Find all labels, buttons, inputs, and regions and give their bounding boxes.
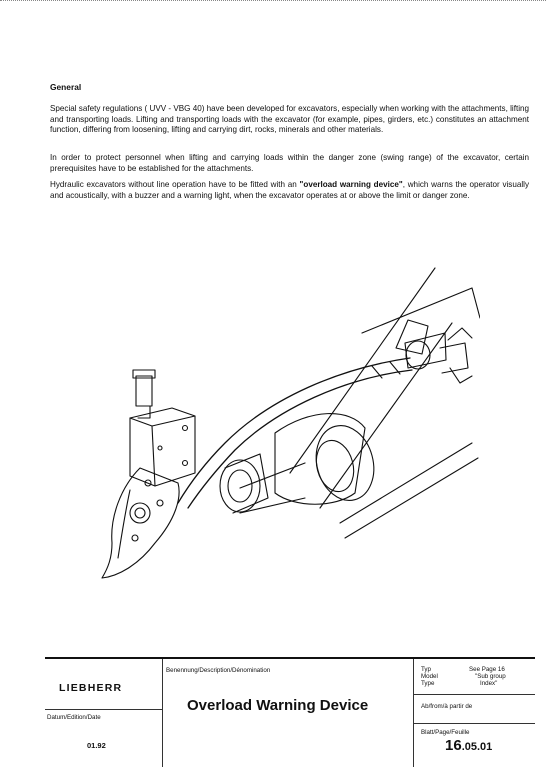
- top-border: [0, 0, 546, 1]
- date-label: Datum/Edition/Date: [47, 714, 101, 721]
- device-name-bold: "overload warning device": [299, 180, 403, 189]
- page-number-major: 16: [445, 737, 462, 754]
- type-value-line: Index": [480, 680, 498, 687]
- edition-value: 01.92: [87, 741, 106, 750]
- section-heading: General: [50, 82, 82, 92]
- page-label: Blatt/Page/Feuille: [421, 729, 470, 736]
- page-number: [445, 737, 492, 755]
- paragraph-warning-device: [50, 180, 529, 201]
- divider: [413, 694, 535, 695]
- liebherr-logo: LIEBHERR: [59, 682, 123, 694]
- type-label-model: Model: [421, 673, 438, 680]
- divider: [45, 709, 162, 710]
- paragraph-text: Hydraulic excavators without line operation have to be fitted with an: [50, 180, 300, 189]
- designation-label: Benennung/Description/Dénomination: [166, 667, 271, 674]
- type-value-line: "Sub group: [475, 673, 506, 680]
- title-block: [45, 657, 535, 767]
- divider: [413, 659, 414, 767]
- type-label-typ: Typ: [421, 666, 431, 673]
- type-label-type: Type: [421, 680, 435, 687]
- divider: [162, 659, 163, 767]
- divider: [413, 723, 535, 724]
- document-title: Overload Warning Device: [187, 697, 369, 714]
- type-value-line: See Page 16: [469, 666, 505, 673]
- from-label: Ab/from/à partir de: [421, 703, 473, 710]
- overload-warning-device-illustration: [100, 258, 480, 598]
- paragraph-text: , which warns the operator visually and acoustically, with a buzzer and a warning light, when the excavator operates at or above the limit or danger zone.: [50, 180, 529, 200]
- page-number-minor: .05.01: [461, 741, 493, 753]
- paragraph-protection: In order to protect personnel when lifting and carrying loads within the danger zone (swing range) of the excavator, certain prerequisites have to be established for the attachments.: [50, 153, 529, 173]
- paragraph-regulations: Special safety regulations ( UVV - VBG 40) have been developed for excavators, especially when working with the attachments, lifting and transporting loads. Lifting and transporting loads with the excavator (for example, pipes, girders, etc.) constitutes an attachment function, differing from loosening, lifting and carrying dirt, rocks, minerals and other materials.: [50, 104, 529, 135]
